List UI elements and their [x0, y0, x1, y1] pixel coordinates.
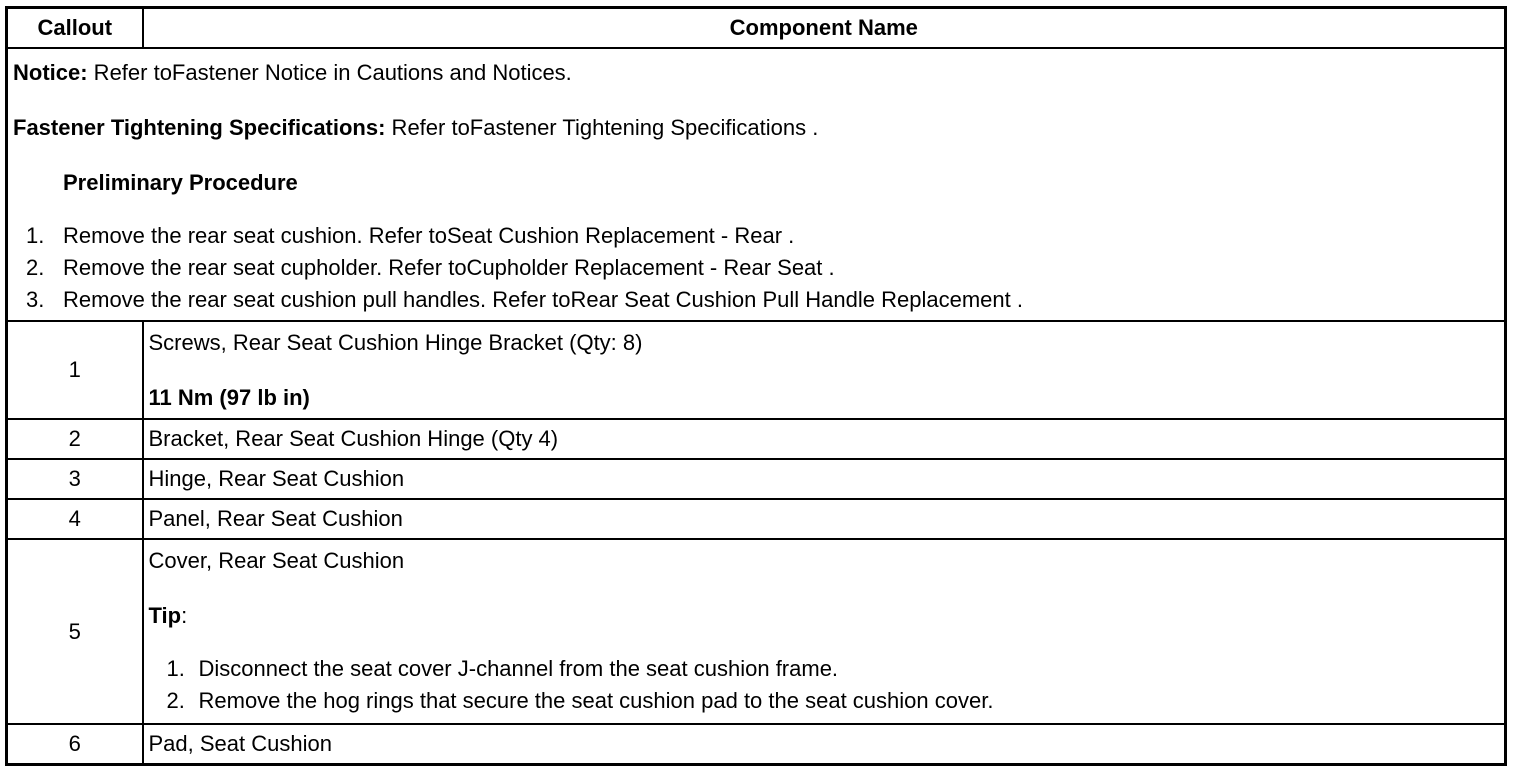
- component-table: [5, 6, 1507, 766]
- table-row: [7, 539, 1506, 724]
- callout-cell: 6: [7, 724, 143, 764]
- list-item: 2. Remove the hog rings that secure the seat cushion pad to the seat cushion cover.: [166, 687, 994, 713]
- component-cell: [143, 539, 1506, 724]
- callout-cell: 4: [7, 499, 143, 539]
- tip-steps: [149, 653, 1505, 717]
- list-item: 1. Disconnect the seat cover J-channel from the seat cushion frame.: [166, 655, 839, 681]
- component-name: Cover, Rear Seat Cushion: [148, 547, 405, 573]
- component-name: Pad, Seat Cushion: [143, 724, 1506, 764]
- list-item: 3. Remove the rear seat cushion pull handles. Refer toRear Seat Cushion Pull Handle Replacement .: [26, 287, 1023, 312]
- intro-row: [7, 48, 1506, 321]
- list-item: 1. Remove the rear seat cushion. Refer toSeat Cushion Replacement - Rear .: [26, 223, 795, 248]
- header-row: [7, 8, 1506, 49]
- table-row: [7, 419, 1506, 459]
- notice-line: [8, 59, 1504, 86]
- table-row: [7, 499, 1506, 539]
- notice-text: Refer toFastener Notice in Cautions and Notices.: [87, 60, 572, 85]
- tip-colon: :: [181, 602, 188, 628]
- component-name-header: Component Name: [143, 8, 1506, 49]
- callout-header: Callout: [7, 8, 143, 49]
- spec-text: Refer toFastener Tightening Specifications .: [385, 115, 819, 140]
- callout-cell: 2: [7, 419, 143, 459]
- component-name: Panel, Rear Seat Cushion: [143, 499, 1506, 539]
- table-row: [7, 724, 1506, 764]
- intro-cell: [7, 48, 1506, 321]
- table-row: [7, 459, 1506, 499]
- callout-cell: 5: [7, 539, 143, 724]
- tip-heading: [149, 602, 1505, 629]
- component-name: Screws, Rear Seat Cushion Hinge Bracket (Qty: 8): [148, 330, 643, 355]
- component-cell: [143, 321, 1506, 419]
- component-name: Bracket, Rear Seat Cushion Hinge (Qty 4): [143, 419, 1506, 459]
- table-row: [7, 321, 1506, 419]
- spec-line: [8, 114, 1504, 141]
- preliminary-steps: [8, 220, 1504, 316]
- callout-cell: 3: [7, 459, 143, 499]
- notice-label: Notice:: [13, 60, 88, 85]
- callout-cell: 1: [7, 321, 143, 419]
- component-name: Hinge, Rear Seat Cushion: [143, 459, 1506, 499]
- preliminary-procedure-title: Preliminary Procedure: [63, 170, 298, 195]
- list-item: 2. Remove the rear seat cupholder. Refer toCupholder Replacement - Rear Seat .: [26, 255, 835, 280]
- tip-label: Tip: [148, 602, 182, 628]
- spec-label: Fastener Tightening Specifications:: [13, 115, 386, 140]
- torque-spec: 11 Nm (97 lb in): [148, 385, 310, 410]
